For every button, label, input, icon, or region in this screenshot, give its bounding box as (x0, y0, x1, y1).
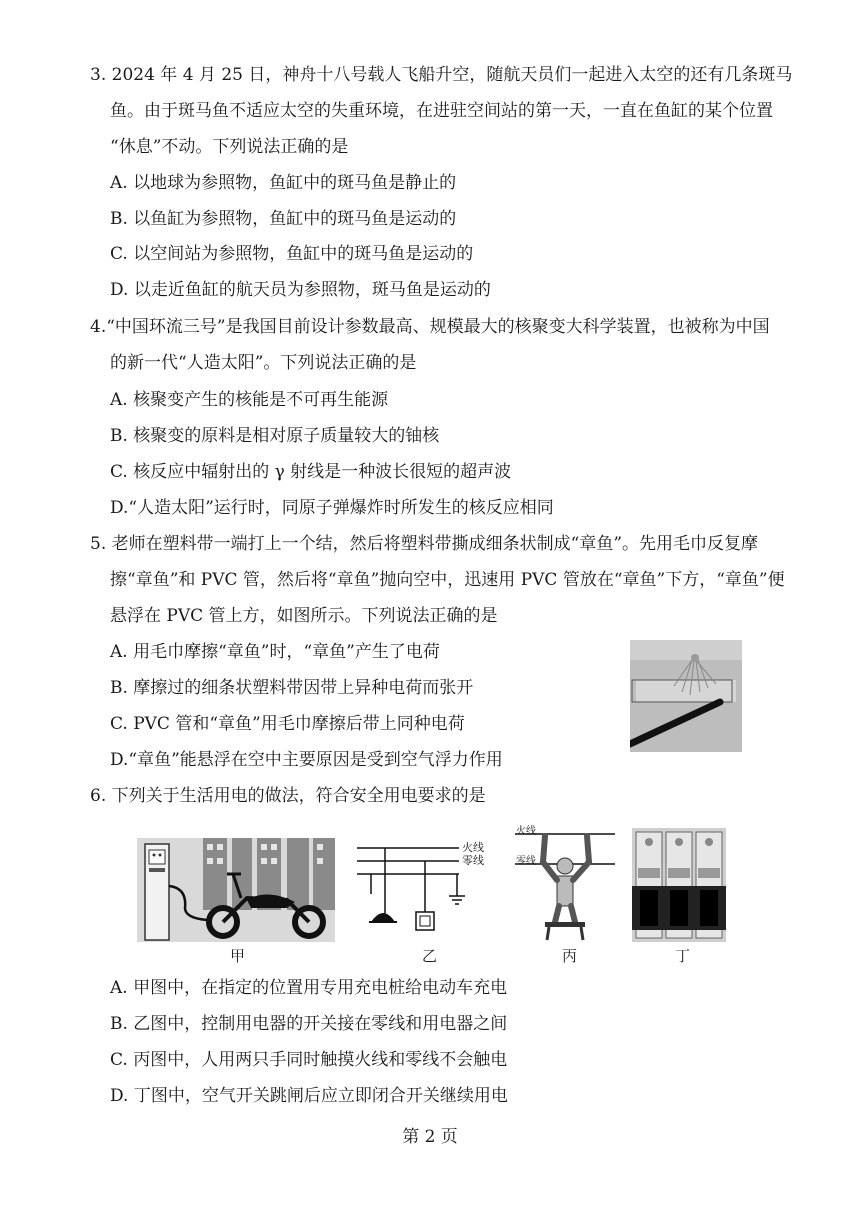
q5-option-d: D.“章鱼”能悬浮在空中主要原因是受到空气浮力作用 (110, 750, 503, 770)
q6-option-d: D. 丁图中，空气开关跳闸后应立即闭合开关继续用电 (110, 1086, 508, 1106)
figure-caption-bing: 丙 (562, 947, 578, 965)
q3-stem-line-3: “休息”不动。下列说法正确的是 (110, 137, 349, 157)
q3-stem-line-2: 鱼。由于斑马鱼不适应太空的失重环境，在进驻空间站的第一天，一直在鱼缸的某个位置 (110, 101, 773, 121)
q3-option-a: A. 以地球为参照物，鱼缸中的斑马鱼是静止的 (110, 173, 457, 193)
q6-option-c: C. 丙图中，人用两只手同时触摸火线和零线不会触电 (110, 1050, 508, 1070)
q4-option-a: A. 核聚变产生的核能是不可再生能源 (110, 390, 389, 410)
person-touching-wires-figure (515, 822, 615, 942)
page-number: 第 2 页 (402, 1127, 458, 1147)
octopus-photo (630, 640, 742, 752)
live-wire-label: 火线 (516, 826, 536, 837)
neutral-wire-label: 零线 (516, 856, 536, 867)
q4-option-d: D.“人造太阳”运行时，同原子弹爆炸时所发生的核反应相同 (110, 498, 554, 518)
q5-option-c: C. PVC 管和“章鱼”用毛巾摩擦后带上同种电荷 (110, 714, 465, 734)
q4-option-b: B. 核聚变的原料是相对原子质量较大的铀核 (110, 426, 440, 446)
q5-stem-line-2: 擦“章鱼”和 PVC 管，然后将“章鱼”抛向空中，迅速用 PVC 管放在“章鱼”下方，“章鱼”便 (110, 570, 785, 590)
q6-option-a: A. 甲图中，在指定的位置用专用充电桩给电动车充电 (110, 978, 508, 998)
live-wire-label: 火线 (462, 841, 484, 854)
q5-option-b: B. 摩擦过的细条状塑料带因带上异种电荷而张开 (110, 678, 474, 698)
q6-stem: 6. 下列关于生活用电的做法，符合安全用电要求的是 (90, 786, 486, 806)
q5-stem-line-3: 悬浮在 PVC 管上方，如图所示。下列说法正确的是 (110, 606, 498, 626)
figure-caption-ding: 丁 (675, 947, 691, 965)
q3-option-b: B. 以鱼缸为参照物，鱼缸中的斑马鱼是运动的 (110, 209, 457, 229)
neutral-wire-label: 零线 (462, 854, 484, 867)
q3-option-c: C. 以空间站为参照物，鱼缸中的斑马鱼是运动的 (110, 244, 474, 264)
air-switch-figure (632, 828, 726, 942)
q5-option-a: A. 用毛巾摩擦“章鱼”时，“章鱼”产生了电荷 (110, 642, 440, 662)
figure-caption-jia: 甲 (230, 947, 246, 965)
q4-stem-line-1: 4.“中国环流三号”是我国目前设计参数最高、规模最大的核聚变大科学装置，也被称为中国 (90, 317, 770, 337)
q4-stem-line-2: 的新一代“人造太阳”。下列说法正确的是 (110, 353, 417, 373)
figure-caption-yi: 乙 (422, 947, 438, 965)
q4-option-c: C. 核反应中辐射出的 γ 射线是一种波长很短的超声波 (110, 462, 512, 482)
q3-option-d: D. 以走近鱼缸的航天员为参照物，斑马鱼是运动的 (110, 280, 491, 300)
q6-option-b: B. 乙图中，控制用电器的开关接在零线和用电器之间 (110, 1014, 508, 1034)
q3-stem-line-1: 3. 2024 年 4 月 25 日，神舟十八号载人飞船升空，随航天员们一起进入太空的还有几条斑马 (90, 65, 793, 85)
ev-charging-figure (137, 838, 335, 942)
q5-stem-line-1: 5. 老师在塑料带一端打上一个结，然后将塑料带撕成细条状制成“章鱼”。先用毛巾反复摩 (90, 534, 759, 554)
